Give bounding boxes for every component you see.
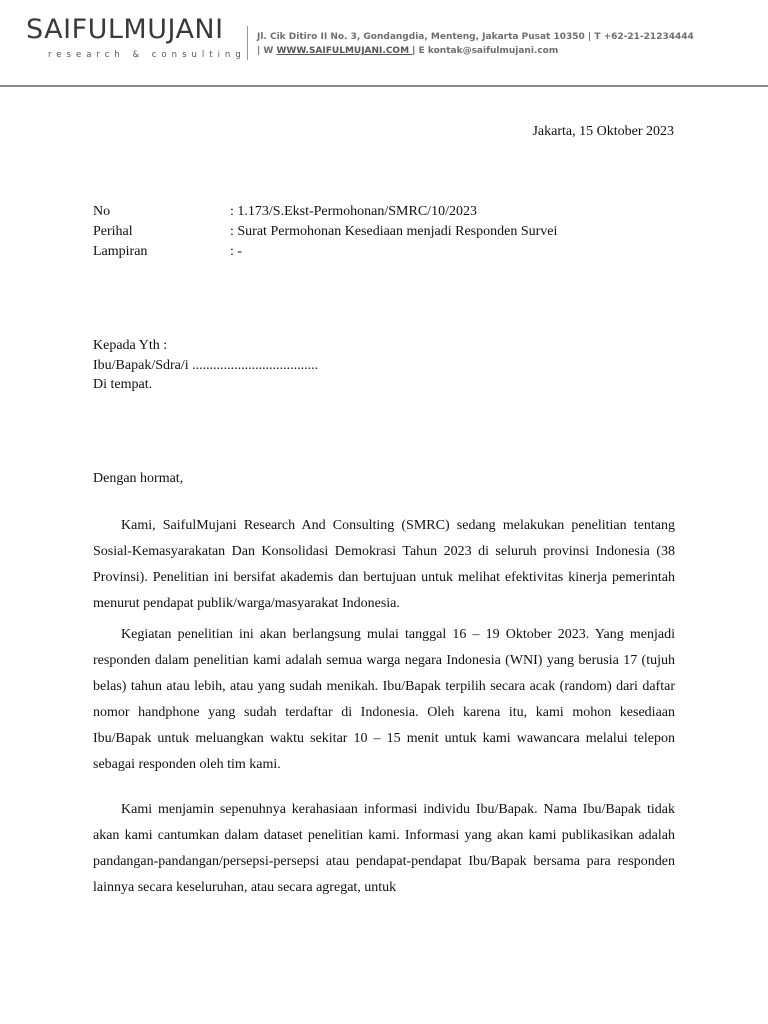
web-email-line (257, 44, 694, 58)
letterhead (0, 0, 768, 90)
recipient-heading: Kepada Yth : (93, 338, 168, 353)
email-text: E kontak@saifulmujani.com (415, 46, 559, 56)
address-line: Jl. Cik Ditiro II No. 3, Gondangdia, Menteng, Jakarta Pusat 10350 | T +62-21-21234444 (257, 32, 694, 42)
body-paragraph-3: Kami menjamin sepenuhnya kerahasiaan informasi individu Ibu/Bapak. Nama Ibu/Bapak tidak akan kami cantumkan dalam dataset penelitian kami. Informasi yang akan kami publikasikan adalah pandangan-pandangan/persepsi-persepsi atau pendapat-pendapat Ibu/Bapak bersama para responden lainnya secara keseluruhan, atau secara agregat, untuk (93, 802, 675, 895)
letter-date: Jakarta, 15 Oktober 2023 (532, 124, 674, 139)
recipient-place: Di tempat. (93, 377, 153, 392)
recipient-name: Ibu/Bapak/Sdra/i .................................... (93, 357, 319, 373)
company-logo-tagline: research & consulting (48, 50, 246, 60)
company-logo-name: SAIFULMUJANI (26, 14, 224, 45)
header-rule (0, 85, 768, 87)
contact-info (257, 30, 694, 58)
meta-value: : Surat Permohonan Kesediaan menjadi Responden Survei (230, 224, 558, 239)
meta-label: Perihal (93, 224, 133, 239)
web-prefix: | W (257, 46, 277, 56)
meta-value: : 1.173/S.Ekst-Permohonan/SMRC/10/2023 (230, 204, 477, 219)
body-paragraph-2: Kegiatan penelitian ini akan berlangsung mulai tanggal 16 – 19 Oktober 2023. Yang menjadi responden dalam penelitian kami adalah semua warga negara Indonesia (WNI) yang berusia 17 (tujuh belas) tahun atau lebih, atau yang sudah menikah. Ibu/Bapak terpilih secara acak (random) dari daftar nomor handphone yang sudah terdaftar di Indonesia. Oleh karena itu, kami mohon kesediaan Ibu/Bapak untuk meluangkan waktu sekitar 10 – 15 menit untuk kami wawancara melalui telepon sebagai responden oleh tim kami. (93, 627, 675, 772)
recipient-block (93, 336, 318, 395)
letter-meta (93, 202, 557, 262)
logo-divider (247, 26, 248, 60)
greeting: Dengan hormat, (93, 471, 184, 486)
meta-row-perihal (93, 222, 557, 242)
meta-label: No (93, 204, 111, 219)
meta-value: : - (230, 244, 243, 259)
body-paragraph-1: Kami, SaifulMujani Research And Consulting (SMRC) sedang melakukan penelitian tentang Sosial-Kemasyarakatan Dan Konsolidasi Demokrasi Tahun 2023 di seluruh provinsi Indonesia (38 Provinsi). Penelitian ini bersifat akademis dan bertujuan untuk melihat efektivitas kinerja pemerintah menurut pendapat publik/warga/masyarakat Indonesia. (93, 518, 675, 611)
meta-row-lampiran (93, 242, 557, 262)
meta-label: Lampiran (93, 244, 148, 259)
meta-row-no (93, 202, 557, 222)
website-link[interactable]: WWW.SAIFULMUJANI.COM | (276, 46, 416, 56)
